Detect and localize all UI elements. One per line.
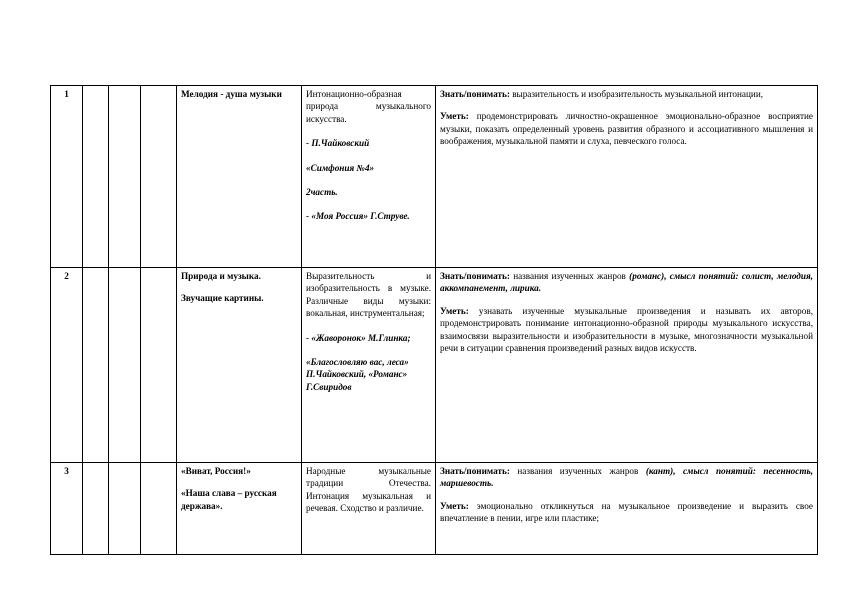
- know-label: Знать/понимать:: [440, 466, 510, 476]
- content-text: - П.Чайковский: [306, 138, 370, 149]
- musical-piece: [306, 332, 431, 344]
- content-text: «Симфония №4»: [306, 162, 375, 173]
- topic-line: «Наша слава – русская держава».: [181, 488, 277, 511]
- lesson-content: [302, 268, 436, 463]
- lesson-topic: [177, 268, 302, 463]
- lesson-content: [302, 463, 436, 555]
- skill-text: узнавать изученные музыкальные произведения и называть их авторов, продемонстрировать понимание интонационно-образной природы музыкального искусства, взаимосвязи выразительности и изобразительности в музыке, многозначности музыкальной речи в ситуации сравнения произведений разных видов искусств.: [440, 305, 813, 354]
- know-text: выразительность и изобразительность музыкальной интонации,: [509, 89, 764, 99]
- skill-requirement: [440, 110, 813, 147]
- content-description: [306, 465, 431, 515]
- date-cell-planned: [83, 86, 109, 268]
- skill-text: эмоционально откликнуться на музыкальное произведение и выразить свое впечатление в пении, игре или пластике;: [440, 500, 813, 524]
- skill-label: Уметь:: [440, 305, 469, 316]
- topic-line: Мелодия - душа музыки: [181, 89, 282, 99]
- know-terms: (романс), смысл понятий: солист, мелодия, аккомпанемент, лирика.: [440, 271, 813, 294]
- musical-piece: [306, 137, 431, 149]
- table-row: [51, 268, 818, 463]
- content-text: Интонационно-образная природа музыкального искусства.: [306, 89, 431, 124]
- content-description: [306, 270, 431, 320]
- date-cell-extra: [141, 86, 177, 268]
- lesson-number: 3: [51, 463, 83, 555]
- musical-piece: [306, 210, 431, 222]
- learning-requirements: [436, 268, 818, 463]
- content-text: Народные музыкальные традиции Отечества. Интонация музыкальная и речевая. Сходство и различие.: [306, 466, 431, 514]
- topic-line: Природа и музыка.: [181, 271, 261, 281]
- lesson-content: [302, 86, 436, 268]
- lesson-plan-table: [50, 85, 818, 555]
- date-cell-extra: [141, 463, 177, 555]
- content-description: [306, 88, 431, 125]
- date-cell-actual: [109, 463, 141, 555]
- lesson-topic: [177, 86, 302, 268]
- know-terms: (кант), смысл понятий: песенность, маршевость.: [440, 466, 813, 489]
- lesson-topic: [177, 463, 302, 555]
- date-cell-actual: [109, 268, 141, 463]
- table-row: [51, 463, 818, 555]
- skill-requirement: [440, 500, 813, 525]
- musical-piece: [306, 162, 431, 174]
- know-requirement: [440, 88, 813, 100]
- know-requirement: [440, 270, 813, 295]
- content-text: Выразительность и изобразительность в музыке. Различные виды музыки: вокальная, инструментальная;: [306, 271, 431, 319]
- skill-requirement: [440, 305, 813, 355]
- content-text: - «Моя Россия» Г.Струве.: [306, 211, 410, 222]
- musical-piece: [306, 356, 431, 393]
- learning-requirements: [436, 463, 818, 555]
- musical-piece: [306, 186, 431, 198]
- know-requirement: [440, 465, 813, 490]
- skill-label: Уметь:: [440, 111, 469, 122]
- date-cell-actual: [109, 86, 141, 268]
- table-row: [51, 86, 818, 268]
- lesson-number: 1: [51, 86, 83, 268]
- date-cell-planned: [83, 268, 109, 463]
- date-cell-planned: [83, 463, 109, 555]
- know-text: названия изученных жанров: [509, 271, 630, 281]
- content-text: 2часть.: [306, 187, 338, 198]
- date-cell-extra: [141, 268, 177, 463]
- know-label: Знать/понимать:: [440, 271, 510, 281]
- lesson-number: 2: [51, 268, 83, 463]
- content-text: - «Жаворонок» М.Глинка;: [306, 332, 411, 343]
- know-label: Знать/понимать:: [440, 89, 510, 99]
- topic-line: «Виват, Россия!»: [181, 466, 251, 476]
- content-text: «Благословляю вас, леса» П.Чайковский, «Романс» Г.Свиридов: [306, 357, 409, 392]
- know-text: названия изученных жанров: [509, 466, 646, 476]
- skill-label: Уметь:: [440, 500, 469, 511]
- topic-line: Звучащие картины.: [181, 293, 264, 304]
- skill-text: продемонстрировать личностно-окрашенное эмоционально-образное восприятие музыки, показать определенный уровень развития образного и ассоциативного мышления и воображения, музыкальной памяти и слуха, певческого голоса.: [440, 111, 813, 147]
- learning-requirements: [436, 86, 818, 268]
